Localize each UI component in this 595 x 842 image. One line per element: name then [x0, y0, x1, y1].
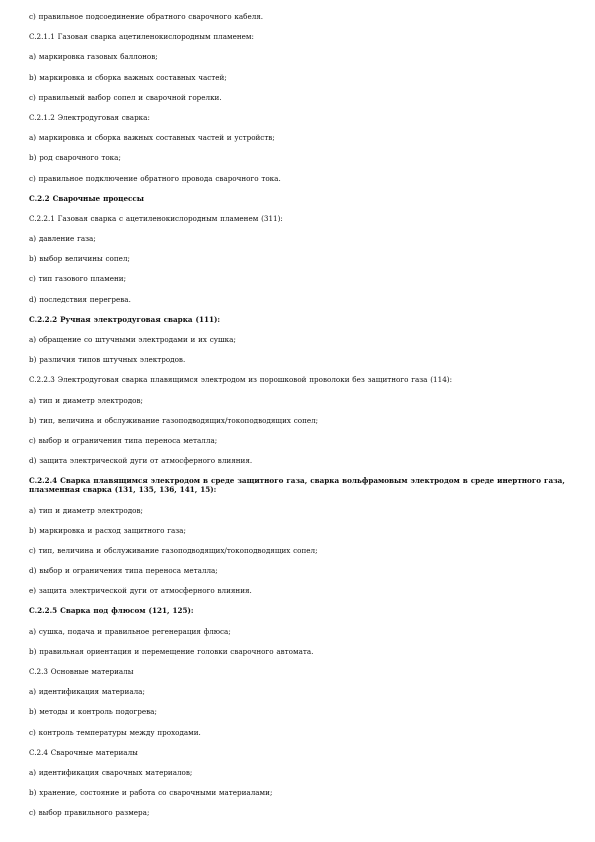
text-line: C.2.4 Сварочные материалы: [29, 747, 138, 757]
document-body: [29, 12, 574, 829]
text-line: b) методы и контроль подогрева;: [29, 707, 157, 717]
text-line: b) тип, величина и обслуживание газоподводящих/токоподводящих сопел;: [29, 415, 319, 425]
text-line: b) маркировка и сборка важных составных частей;: [29, 72, 227, 82]
text-line: c) выбор и ограничения типа переноса металла;: [29, 435, 218, 445]
text-line: a) идентификация сварочных материалов;: [29, 767, 193, 777]
text-line: C.2.2.3 Электродуговая сварка плавящимся электродом из порошковой проволоки без защитного газа (114):: [29, 375, 453, 385]
text-line: a) маркировка и сборка важных составных частей и устройств;: [29, 133, 275, 143]
text-line: b) выбор величины сопел;: [29, 254, 130, 264]
text-line: C.2.1.1 Газовая сварка ацетиленокислородным пламенем:: [29, 32, 254, 42]
text-line: C.2.2.2 Ручная электродуговая сварка (111):: [29, 314, 220, 324]
text-line: a) тип и диаметр электродов;: [29, 505, 143, 515]
text-line: d) защита электрической дуги от атмосферного влияния.: [29, 456, 253, 466]
text-line: C.2.1.2 Электродуговая сварка:: [29, 112, 150, 122]
text-line: C.2.2.5 Сварка под флюсом (121, 125):: [29, 606, 194, 616]
text-line: a) давление газа;: [29, 234, 96, 244]
text-line: c) тип, величина и обслуживание газоподводящих/токоподводящих сопел;: [29, 545, 318, 555]
text-line: a) сушка, подача и правильное регенерация флюса;: [29, 626, 231, 636]
text-line: C.2.2.4 Сварка плавящимся электродом в среде защитного газа, сварка вольфрамовым электродом в среде инертного газа, плазменная сварка (131, 135, 136, 141, 15):: [29, 476, 565, 495]
text-line: c) контроль температуры между проходами.: [29, 727, 201, 737]
text-line: c) тип газового пламени;: [29, 274, 126, 284]
text-line: C.2.3 Основные материалы: [29, 667, 134, 676]
text-line: C.2.2.1 Газовая сварка с ацетиленокислородным пламенем (311):: [29, 213, 283, 223]
text-line: d) выбор и ограничения типа переноса металла;: [29, 566, 218, 576]
text-line: b) хранение, состояние и работа со сварочными материалами;: [29, 788, 273, 798]
text-line: C.2.2 Сварочные процессы: [29, 193, 145, 203]
text-line: b) маркировка и расход защитного газа;: [29, 525, 186, 535]
text-line: c) правильное подсоединение обратного сварочного кабеля.: [29, 12, 264, 21]
text-line: d) последствия перегрева.: [29, 294, 131, 304]
text-line: c) выбор правильного размера;: [29, 808, 150, 818]
text-line: e) защита электрической дуги от атмосферного влияния.: [29, 586, 252, 596]
text-line: a) маркировка газовых баллонов;: [29, 52, 158, 62]
text-line: a) обращение со штучными электродами и их сушка;: [29, 335, 236, 344]
text-line: c) правильное подключение обратного провода сварочного тока.: [29, 173, 281, 183]
text-line: c) правильный выбор сопел и сварочной горелки.: [29, 92, 222, 102]
text-line: b) различия типов штучных электродов.: [29, 355, 186, 365]
text-line: a) идентификация материала;: [29, 687, 145, 697]
text-line: b) род сварочного тока;: [29, 153, 121, 163]
text-line: a) тип и диаметр электродов;: [29, 395, 143, 405]
text-line: b) правильная ориентация и перемещение головки сварочного автомата.: [29, 646, 314, 656]
